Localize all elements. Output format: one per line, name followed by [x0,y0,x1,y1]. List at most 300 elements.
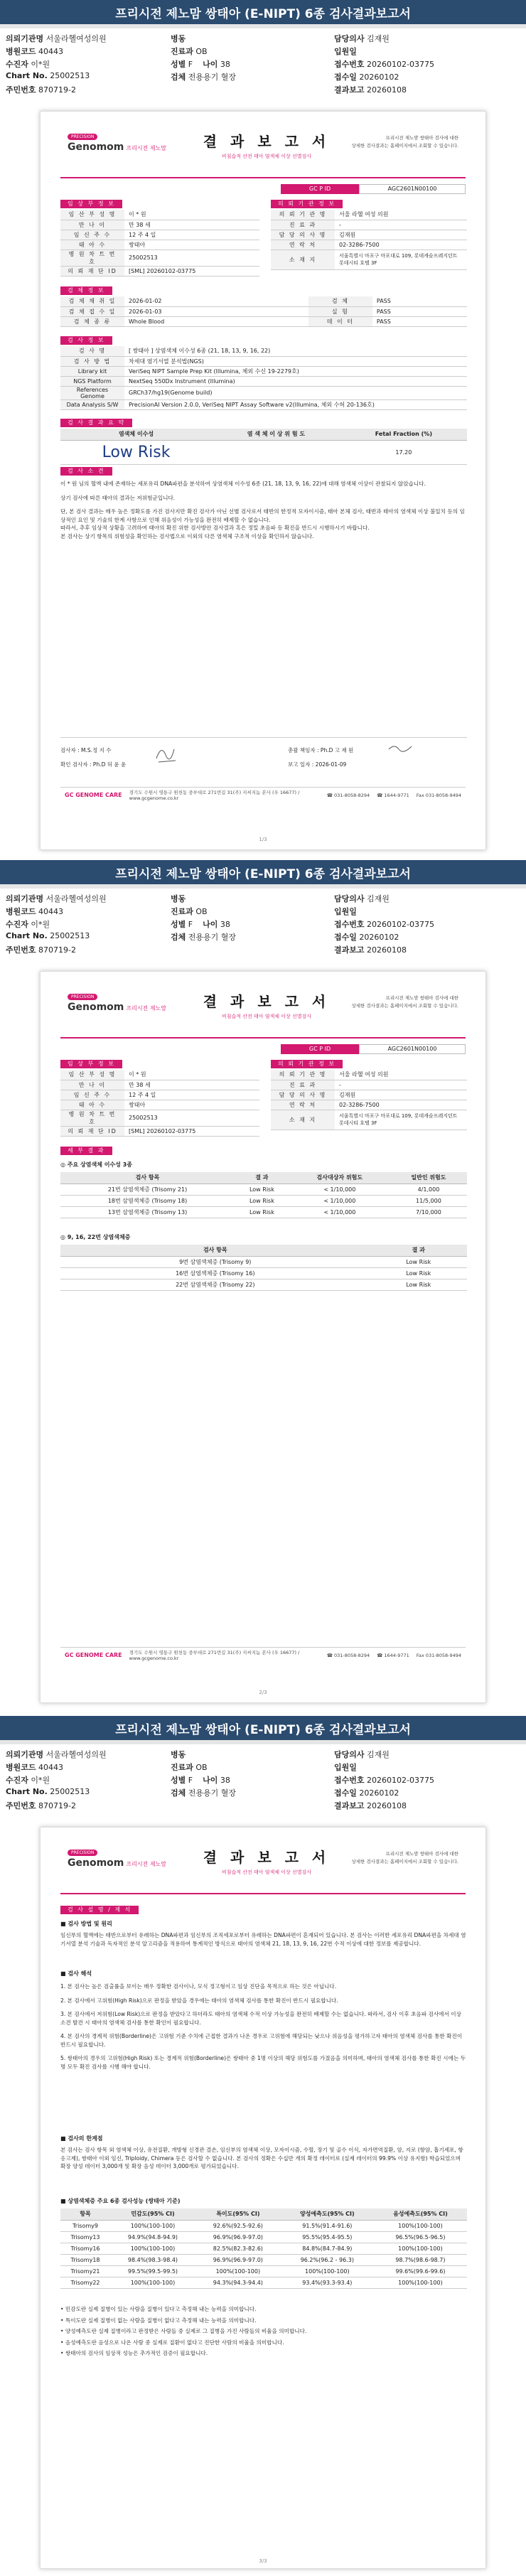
meta-value: F [188,60,193,69]
meta-value: 38 [220,60,230,69]
cell: 100%(100-100) [110,2243,195,2254]
risk-graph-cell [212,440,340,464]
meta-value: 20260102 [359,933,399,942]
kv-key: 담 당 의 사 명 [271,230,335,240]
result-summary-table [60,429,467,465]
gcp-id-value: AGC2601N00100 [359,184,466,194]
kv-key: 의 뢰 기 관 명 [271,210,335,220]
report-page-block-3 [0,1716,526,2576]
cell: Trisomy9 [60,2220,110,2231]
cell: 92.6%(92.5-92.6) [195,2220,281,2231]
note-line: 상세한 검사결과는 홈페이지에서 조회할 수 있습니다. [351,1859,458,1864]
report-header-bar [0,860,526,889]
cell: Trisomy16 [60,2243,110,2254]
meta-label: 주민번호 [6,1801,36,1810]
kv-key: 의 뢰 기 관 명 [271,1070,335,1080]
cell: Trisomy21 [60,2265,110,2277]
table-row [60,356,467,366]
meta-label: 입원일 [334,1763,357,1772]
cell: 99.6%(99.6-99.6) [374,2265,467,2277]
sign-label: 총괄 책임자 : [288,747,319,753]
col-header: 결 과 [370,1245,467,1256]
table-row [60,1195,467,1206]
section-patient-info: 임 상 부 정 보 [60,200,122,208]
cell: 98.4%(98.3-98.4) [110,2254,195,2265]
meta-label: 주민번호 [6,85,36,95]
kv-key: 병 원 차 트 번 호 [60,1110,124,1126]
table-row [60,316,467,326]
table-row [271,240,467,249]
kv-key: 만 나 이 [60,1080,124,1090]
report-title: 결 과 보 고 서 [203,133,331,150]
kv-key: 임 신 주 수 [60,1090,124,1100]
section-opinion: 검 사 소 견 [60,467,112,476]
meta-label: 성별 [171,60,186,69]
meta-value: F [188,1776,193,1785]
meta-value: 서울라헬여성의원 [45,34,107,43]
table-row [60,1080,259,1090]
meta-label: 담당의사 [334,34,365,43]
footer-fax: Fax 031-8058-9494 [416,792,461,798]
report-sheet-3 [40,1827,486,2569]
col-header: 일반인 위험도 [390,1172,467,1184]
meta-label: 결과보고 [334,1801,365,1810]
note-item: • 쌍태아의 검사의 임상적 성능은 추가적인 검증이 필요합니다. [60,2350,208,2356]
cell: 95.5%(95.4-95.5) [281,2231,374,2243]
table-row [60,386,467,399]
report-page-block-2 [0,860,526,1716]
meta-label: 검체 [171,1788,186,1798]
hospital-table [271,1070,467,1130]
cell: 4/1,000 [390,1184,467,1195]
specimen-table [60,296,467,327]
cell: 91.5%(91.4-91.6) [281,2220,374,2231]
table-row [60,2231,467,2243]
cell: 100%(100-100) [195,2265,281,2277]
meta-value: 20260108 [367,945,407,955]
meta-value: F [188,920,193,929]
col-header: 항목 [60,2209,110,2220]
meta-label: 성별 [171,920,186,929]
meta-label: 병동 [171,34,186,43]
col-header: 검사 항목 [60,1172,235,1184]
fetal-fraction-value: 17.20 [340,440,467,464]
logo-name: Genomom [68,141,124,153]
meta-value: 김재원 [367,1750,390,1759]
note-item: • 민감도란 실제 질병이 있는 사람을 질병이 있다고 측정해 내는 능력을 의미합니다. [60,2306,257,2312]
meta-label: 병동 [171,1750,186,1759]
patient-meta [0,1744,526,1821]
subheading-limitations: ■ 검사의 한계점 [60,2135,103,2142]
table-row [60,1184,467,1195]
cell: 100%(100-100) [374,2243,467,2254]
meta-label: 접수번호 [334,920,365,929]
section-test-info: 검 사 정 보 [60,336,112,345]
kv-value: Whole Blood [124,316,308,326]
cell: 94.9%(94.8-94.9) [110,2231,195,2243]
kv-key: 태 아 수 [60,240,124,249]
kv-key: Library kit [60,366,124,376]
homepage-note [351,1850,458,1866]
cell: 13번 삼염색체증 (Trisomy 13) [60,1206,235,1218]
meta-label: 입원일 [334,47,357,56]
opinion-line: 상기 검사에 따른 태아의 결과는 저위험군입니다. [60,494,176,501]
sign-label: 검사자 : [60,747,80,753]
meta-value: 이*원 [31,1776,50,1785]
table-row [60,1256,467,1267]
meta-label: 담당의사 [334,894,365,903]
cell: 100%(100-100) [374,2277,467,2288]
kv-value: 김재원 [335,230,467,240]
meta-value: 40443 [38,47,64,56]
kv-key: 의 뢰 재 단 ID [60,266,124,276]
meta-label: Chart No. [6,1787,48,1796]
test-info-table [60,346,467,410]
divider [60,177,466,178]
cell: Trisomy18 [60,2254,110,2265]
cell: 93.4%(93.3-93.4) [281,2277,374,2288]
cell: 16번 삼염색체증 (Trisomy 16) [60,1267,370,1279]
kv-key: 진 료 과 [271,1080,335,1090]
other-trisomy-table [60,1245,467,1291]
note-item: • 특이도란 실제 질병이 없는 사람을 질병이 없다고 측정해 내는 능력을 의미합니다. [60,2317,257,2324]
meta-value: 서울라헬여성의원 [45,1750,107,1759]
note-item: • 음성예측도란 음성으로 나온 사람 중 실제로 질환이 없다고 진단한 사람의 비율을 의미합니다. [60,2339,284,2346]
report-subtitle: 비침습적 산전 태아 염색체 이상 선별검사 [221,154,312,159]
col-header: 염색체 이수성 [60,429,212,440]
table-row [60,1090,259,1100]
meta-value: 40443 [38,1763,64,1772]
homepage-note [351,994,458,1010]
kv-key: 소 재 지 [271,249,335,269]
opinion-line: 따라서, 추후 임상적 상황을 고려하여 태아의 확진 위한 검사방안 검사결과 혹은 정밀 초음파 등 확진을 반드시 시행하시기 바랍니다. [60,525,370,531]
col-header: 결 과 [235,1172,289,1184]
col-header: Fetal Fraction (%) [340,429,467,440]
kv-key: 실 험 [308,306,372,316]
table-row [271,1100,467,1110]
note-line: 상세한 검사결과는 홈페이지에서 조회할 수 있습니다. [351,143,458,149]
section-test-description: 검 사 설 명 / 제 석 [60,1906,139,1914]
risk-cell [60,440,212,464]
kv-value: 12 주 4 일 [124,230,259,240]
logo-badge: PRECISION [68,134,97,140]
footer-fax: Fax 031-8058-9494 [416,1652,461,1658]
section-specimen-info: 검 체 정 보 [60,286,112,295]
hospital-table [271,210,467,270]
kv-value: 2026-01-02 [124,296,308,306]
kv-value: - [335,1080,467,1090]
cell: < 1/10,000 [289,1206,390,1218]
footer-phone: ☎ 031-8058-8294 [326,1652,370,1658]
cell: 96.5%(96.5-96.5) [374,2231,467,2243]
kv-value: PASS [372,306,467,316]
report-sheet-2 [40,971,486,1703]
list-item: 3. 본 검사에서 저위험(Low Risk)으로 판정을 받았다고 하더라도 태아의 염색체 수적 이상 가능성을 완전히 배제할 수는 없습니다. 따라서, 검사 이후 초음파 검사에서 이상 소견 발견 시 태아의 염색체 검사를 통한 확인이 필요합니다. [60,2011,461,2026]
patient-meta [0,28,526,105]
cell: Trisomy22 [60,2277,110,2288]
table-row [60,2254,467,2265]
kv-value: 서울 라헬 여성 의원 [335,210,467,220]
cell: 22번 삼염색체증 (Trisomy 22) [60,1279,370,1290]
report-subtitle: 비침습적 산전 태아 염색체 이상 선별검사 [221,1014,312,1019]
note-line: 상세한 검사결과는 홈페이지에서 조회할 수 있습니다. [351,1003,458,1009]
page-number: 3/3 [259,2558,267,2564]
genomom-logo [68,1849,166,1869]
list-item: 2. 본 검사에서 고위험(High Risk)으로 판정을 받았을 경우에는 태아의 염색체 검사를 통한 확진이 반드시 필요합니다. [60,1997,338,2004]
kv-value: 만 38 세 [124,220,259,230]
col-header: 양성예측도(95% CI) [281,2209,374,2220]
kv-value: 서울특별시 마포구 마포대로 109, 롯데캐슬프레지던트 롯데시티 호텔 3F [335,249,467,269]
opinion-text [60,480,467,540]
interpretation-list [60,1982,467,2071]
col-header: 특이도(95% CI) [195,2209,281,2220]
kv-key: References Genome [60,386,124,399]
report-header-bar [0,0,526,28]
note-item: • 양성예측도란 실제 질병이라고 판정받은 사람들 중 실제로 그 질병을 가진 사람들의 비율을 의미합니다. [60,2328,307,2334]
meta-value: 20260102-03775 [367,920,434,929]
meta-label: 수진자 [6,920,28,929]
table-row [271,210,467,220]
homepage-note [351,134,458,150]
cell: Low Risk [235,1195,289,1206]
meta-label: 의뢰기관명 [6,1750,44,1759]
table-row [60,440,467,464]
section-patient-info: 임 상 부 정 보 [60,1060,122,1068]
table-row [60,240,259,249]
major-trisomy-table [60,1172,467,1218]
meta-label: 검체 [171,933,186,942]
kv-value: - [335,220,467,230]
gcp-id-label: GC P ID [281,184,359,194]
note-line: 프리시전 제노맘 쌍태아 검사에 대한 [385,1851,458,1857]
meta-value: 20260102-03775 [367,60,434,69]
col-header: 염 색 체 이 상 위 험 도 [212,429,340,440]
meta-value: 25002513 [50,71,90,80]
meta-value: OB [195,47,208,56]
kv-value: PrecisionAI Version 2.0.0, VeriSeq NIPT Assay Software v2(Illumina, 체외 수허 20-136호) [124,399,467,409]
table-row [60,2243,467,2254]
meta-value: 이*원 [31,920,50,929]
footer-address: 경기도 수원시 영통구 원천동 중부대로 271번길 31(주) 지씨지놈 본사 (우 16677) / www.gcgenome.co.kr [129,790,300,801]
kv-value: [SML] 20260102-03775 [124,266,259,276]
table-row [60,1279,467,1290]
table-row [60,376,467,386]
table-row [60,1126,259,1136]
sign-value: M.S.정 지 수 [81,747,112,753]
sign-label: 보고 일자 : [288,761,314,768]
footer-logo: GC GENOME CARE [65,1652,122,1658]
signature-icon [387,742,416,753]
table-row [271,230,467,240]
meta-value: 전용용기 혈장 [188,73,237,82]
kv-value: 서울 라헬 여성 의원 [335,1070,467,1080]
table-row [271,249,467,269]
meta-value: 20260108 [367,1801,407,1810]
report-subtitle: 비침습적 산전 태아 염색체 이상 선별검사 [221,1869,312,1875]
divider [60,1893,466,1894]
cell: 94.3%(94.3-94.4) [195,2277,281,2288]
section-detail-results: 세 부 결 과 [60,1147,112,1155]
logo-name: Genomom [68,1002,124,1013]
sign-value: Ph.D 허 윤 윤 [92,761,127,768]
table-row [60,306,467,316]
meta-value: 38 [220,920,230,929]
meta-value: 40443 [38,907,64,916]
kv-key: 진 료 과 [271,220,335,230]
genomom-logo [68,133,166,153]
kv-key: 검 체 채 취 일 [60,296,124,306]
meta-value: 25002513 [50,1787,90,1796]
kv-value: [SML] 20260102-03775 [124,1126,259,1136]
footer-phone: ☎ 1644-9771 [377,792,409,798]
subheading-major-trisomy: ◎ 주요 상염색체 이수성 3종 [60,1161,132,1168]
meta-value: OB [195,907,208,916]
col-header: 민감도(95% CI) [110,2209,195,2220]
note-line: 프리시전 제노맘 쌍태아 검사에 대한 [385,995,458,1001]
table-row [60,1172,467,1184]
table-row [60,2209,467,2220]
table-row [60,2220,467,2231]
col-header: 검사대상자 위험도 [289,1172,390,1184]
signature-icon [153,741,181,766]
kv-key: 태 아 수 [60,1100,124,1110]
meta-label: 접수일 [334,73,357,82]
cell: 82.5%(82.3-82.6) [195,2243,281,2254]
meta-label: Chart No. [6,931,48,940]
kv-value: 25002513 [124,249,259,266]
kv-value: 이 * 원 [124,210,259,220]
meta-label: 접수일 [334,933,357,942]
table-row [271,1090,467,1100]
meta-value: 870719-2 [38,945,76,955]
logo-sub: 프리시전 제노맘 [126,1861,167,1867]
cell: 99.5%(99.5-99.5) [110,2265,195,2277]
patient-table [60,1070,259,1137]
sign-label: 확인 검사자 : [60,761,92,768]
table-row [60,220,259,230]
page-number: 1/3 [259,837,267,842]
meta-label: 병동 [171,894,186,903]
table-row [60,266,259,276]
meta-label: 병원코드 [6,1763,36,1772]
table-row [60,366,467,376]
meta-label: 진료과 [171,1763,193,1772]
logo-sub: 프리시전 제노맘 [126,145,167,151]
kv-key: 검 사 명 [60,346,124,356]
table-row [60,2265,467,2277]
table-row [60,1206,467,1218]
table-row [60,249,259,266]
kv-key: 담 당 의 사 명 [271,1090,335,1100]
cell: 7/10,000 [390,1206,467,1218]
subheading-method: ■ 검사 방법 및 원리 [60,1921,112,1927]
page-number: 2/3 [259,1690,267,1695]
meta-label: 병원코드 [6,907,36,916]
report-header-title: 프리시전 제노맘 쌍태아 (E-NIPT) 6종 검사결과보고서 [115,6,411,21]
kv-value: 김재원 [335,1090,467,1100]
logo-sub: 프리시전 제노맘 [126,1005,167,1011]
table-row [60,210,259,220]
cell: Low Risk [370,1279,467,1290]
col-header: 음성예측도(95% CI) [374,2209,467,2220]
report-sheet-1 [40,111,486,850]
meta-value: 870719-2 [38,85,76,95]
table-row [271,1070,467,1080]
list-item: 5. 쌍태아의 경우의 고위험(High Risk) 또는 경계적 위험(Borderline)은 쌍태아 중 1명 이상의 해당 위험도를 가졌음을 의미하며, 태아의 염색체 검사를 통한 확진 시에는 두 명 모두 확진 검사를 시행 해야 합니다. [60,2055,466,2070]
subheading-other-trisomy: ◎ 9, 16, 22번 상염색체증 [60,1234,131,1240]
kv-value: 25002513 [124,1110,259,1126]
cell: 100%(100-100) [281,2265,374,2277]
kv-key: 검 체 [308,296,372,306]
cell: Low Risk [235,1206,289,1218]
meta-label: 병원코드 [6,47,36,56]
kv-key: 임 산 부 성 명 [60,210,124,220]
logo-badge: PRECISION [68,994,97,1000]
meta-value: 20260102-03775 [367,1776,434,1785]
low-risk-result: Low Risk [102,443,171,461]
definition-notes [60,2305,467,2358]
report-header-title: 프리시전 제노맘 쌍태아 (E-NIPT) 6종 검사결과보고서 [115,1722,411,1737]
report-header-bar [0,1716,526,1744]
kv-value: 이 * 원 [124,1070,259,1080]
table-row [60,1110,259,1126]
kv-key: 만 나 이 [60,220,124,230]
kv-key: 임 신 주 수 [60,230,124,240]
footer [60,787,466,803]
cell: 100%(100-100) [374,2220,467,2231]
meta-value: 25002513 [50,931,90,940]
meta-label: 검체 [171,73,186,82]
kv-value: VeriSeq NIPT Sample Prep Kit (Illumina, 체외 수신 19-2279호) [124,366,467,376]
kv-key: 의 뢰 재 단 ID [60,1126,124,1136]
table-row [60,399,467,409]
cell: Low Risk [370,1267,467,1279]
meta-value: 20260102 [359,1788,399,1798]
limitations-text: 본 검사는 검사 항목 외 염색체 이상, 유전질환, 개방형 신경관 결손, 임신부의 염색체 이상, 모자이시즘, 수혈, 장기 및 골수 이식, 자가면역질환, 암, 지로 (항암, 흡기세포, 항응고제), 쌍태아 이외 임신, Triploidy, Chimera 등은 검사할 수 없습니다. 본 검사의 정확은 수십만 개의 확정 데이터로 (실제 데이터의 99.9% 이상 유지함) 학습되었으며 확장 양성 데이터 3,000개 및 확장 음성 데이터 3,000개로 평가되었습니다. [60,2147,463,2169]
meta-label: 접수번호 [334,1776,365,1785]
kv-value: 12 주 4 일 [124,1090,259,1100]
meta-label: 수진자 [6,1776,28,1785]
logo-badge: PRECISION [68,1850,97,1856]
table-row [271,220,467,230]
performance-table [60,2209,467,2289]
cell: 84.8%(84.7-84.9) [281,2243,374,2254]
kv-key: Data Analysis S/W [60,399,124,409]
section-hospital-info: 의 뢰 기 관 정 보 [271,200,343,208]
meta-value: 38 [220,1776,230,1785]
meta-value: 전용용기 혈장 [188,1788,237,1798]
meta-value: 20260102 [359,73,399,82]
meta-value: 전용용기 혈장 [188,933,237,942]
meta-label: 나이 [203,1776,218,1785]
table-row [60,1070,259,1080]
note-line: 프리시전 제노맘 쌍태아 검사에 대한 [385,135,458,141]
cell: Low Risk [370,1256,467,1267]
divider [60,1037,466,1039]
table-row [271,1080,467,1090]
footer [60,1647,466,1663]
cell: 96.9%(96.9-97.0) [195,2231,281,2243]
meta-label: 의뢰기관명 [6,34,44,43]
footer-phone: ☎ 031-8058-8294 [326,792,370,798]
kv-key: 병 원 차 트 번 호 [60,249,124,266]
meta-label: 주민번호 [6,945,36,955]
kv-key: 검 체 접 수 일 [60,306,124,316]
kv-key: 데 이 터 [308,316,372,326]
kv-value: [ 쌍태아 ] 상염색체 이수성 6종 (21, 18, 13, 9, 16, 22) [124,346,467,356]
meta-value: 20260108 [367,85,407,95]
table-row [60,1245,467,1256]
